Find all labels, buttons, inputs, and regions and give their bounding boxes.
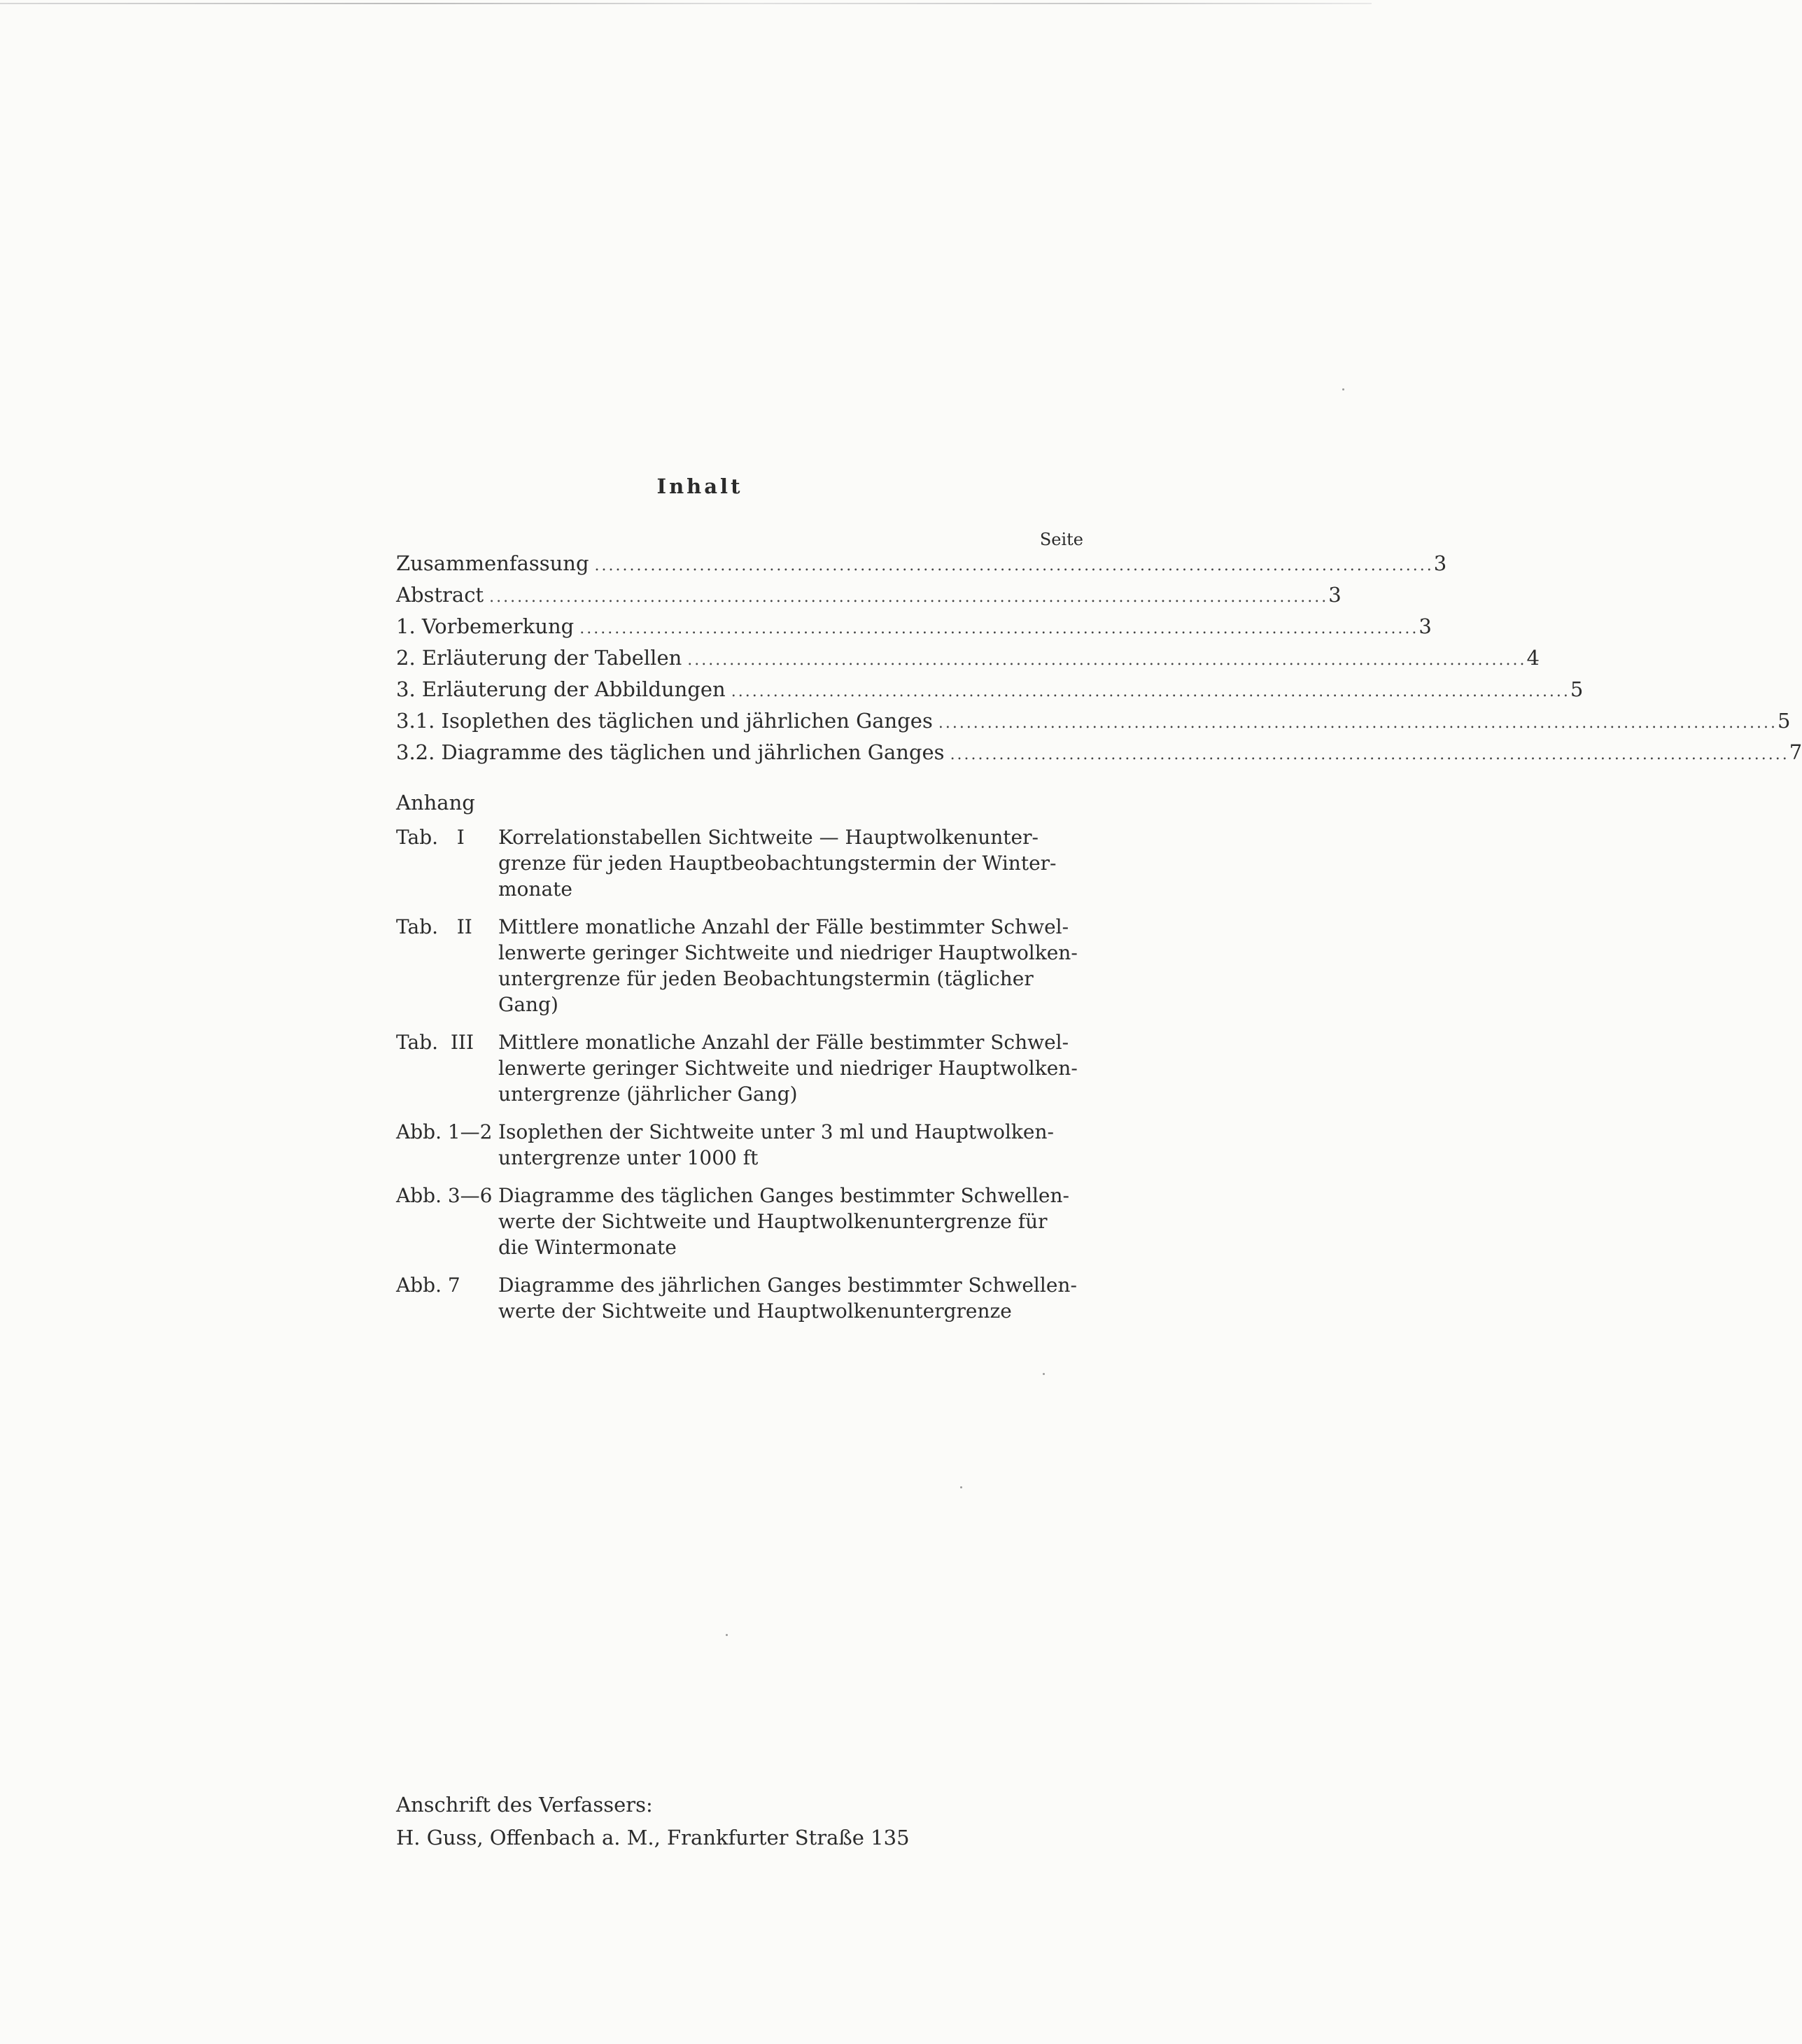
- scan-speck: [1043, 1373, 1045, 1375]
- toc-entry-page: 5: [1570, 677, 1584, 701]
- toc-entry-page: 5: [1778, 709, 1791, 733]
- appendix-entry-ref: Abb. 3—6: [396, 1184, 493, 1207]
- appendix-entry-description: [498, 1119, 1089, 1171]
- scan-speck: [1342, 388, 1344, 390]
- appendix-description-line: werte der Sichtweite und Hauptwolkenuntergrenze für: [498, 1210, 1048, 1233]
- appendix-description-line: untergrenze unter 1000 ft: [498, 1146, 759, 1169]
- toc-entry-label: 1. Vorbemerkung: [396, 614, 575, 638]
- appendix-description-line: Mittlere monatliche Anzahl der Fälle bestimmter Schwel-: [498, 915, 1069, 938]
- toc-leader-dots: ........................................................................................................................: [950, 746, 1789, 763]
- toc-entry: [396, 583, 1342, 614]
- appendix-description-line: Gang): [498, 993, 558, 1016]
- toc-entry-label: 2. Erläuterung der Tabellen: [396, 646, 682, 670]
- page-column-header: Seite: [1039, 530, 1083, 549]
- appendix-description-line: grenze für jeden Hauptbeobachtungstermin der Winter-: [498, 852, 1057, 875]
- toc-entry-label: Abstract: [396, 583, 484, 607]
- toc-entry: [396, 740, 1802, 772]
- toc-entry-page: 3: [1433, 551, 1447, 575]
- page-title: Inhalt: [656, 474, 743, 498]
- scan-speck: [960, 1486, 962, 1488]
- appendix-entry-description: [498, 914, 1089, 1017]
- appendix-description-line: untergrenze für jeden Beobachtungstermin (täglicher: [498, 967, 1034, 990]
- appendix-entry: [396, 1029, 1089, 1107]
- toc-leader-dots: ........................................................................................................................: [687, 651, 1527, 669]
- toc-leader-dots: ........................................................................................................................: [489, 588, 1329, 606]
- toc-entry: [396, 614, 1432, 646]
- appendix-entry-description: [498, 1029, 1089, 1107]
- toc-entry-page: 3: [1419, 614, 1432, 638]
- toc-entry: [396, 646, 1540, 677]
- appendix-heading: Anhang: [396, 791, 475, 815]
- appendix-description-line: Mittlere monatliche Anzahl der Fälle bestimmter Schwel-: [498, 1031, 1069, 1054]
- toc-entry-label: 3.2. Diagramme des täglichen und jährlichen Ganges: [396, 740, 945, 764]
- scan-speck: [726, 1634, 728, 1636]
- appendix-entry-ref: Tab. II: [396, 915, 472, 938]
- toc-leader-dots: ........................................................................................................................: [579, 620, 1419, 637]
- appendix-entry-description: [498, 824, 1089, 902]
- appendix-entry-ref: Abb. 1—2: [396, 1120, 493, 1143]
- appendix-description-line: die Wintermonate: [498, 1236, 677, 1259]
- appendix-description-line: Isoplethen der Sichtweite unter 3 ml und Hauptwolken-: [498, 1120, 1054, 1143]
- appendix-entry: [396, 824, 1089, 902]
- appendix-list: [396, 824, 1089, 1336]
- appendix-description-line: lenwerte geringer Sichtweite und niedriger Hauptwolken-: [498, 941, 1078, 964]
- appendix-description-line: Diagramme des täglichen Ganges bestimmter Schwellen-: [498, 1184, 1069, 1207]
- appendix-description-line: Korrelationstabellen Sichtweite — Hauptwolkenunter-: [498, 826, 1039, 849]
- toc-entry-label: Zusammenfassung: [396, 551, 589, 575]
- appendix-entry: [396, 914, 1089, 1017]
- appendix-entry-description: [498, 1183, 1089, 1260]
- appendix-entry-description: [498, 1272, 1089, 1324]
- appendix-entry: [396, 1119, 1089, 1171]
- appendix-description-line: Diagramme des jährlichen Ganges bestimmter Schwellen-: [498, 1274, 1077, 1297]
- toc-leader-dots: ........................................................................................................................: [938, 714, 1778, 732]
- toc-entry-page: 3: [1328, 583, 1342, 607]
- table-of-contents: [396, 528, 1802, 772]
- toc-entry-label: 3.1. Isoplethen des täglichen und jährlichen Ganges: [396, 709, 933, 733]
- toc-entry-page: 4: [1526, 646, 1540, 670]
- author-address: [396, 1789, 910, 1854]
- toc-leader-dots: ........................................................................................................................: [594, 557, 1434, 575]
- toc-entry-page: 7: [1789, 740, 1802, 764]
- appendix-description-line: werte der Sichtweite und Hauptwolkenuntergrenze: [498, 1299, 1012, 1323]
- appendix-entry: [396, 1272, 1089, 1324]
- toc-entry: [396, 709, 1791, 740]
- toc-entry: [396, 677, 1584, 709]
- scan-edge-rule: [0, 3, 1372, 4]
- toc-leader-dots: ........................................................................................................................: [731, 683, 1570, 700]
- address-line: H. Guss, Offenbach a. M., Frankfurter Straße 135: [396, 1826, 910, 1849]
- toc-entry: [396, 551, 1447, 583]
- appendix-description-line: lenwerte geringer Sichtweite und niedriger Hauptwolken-: [498, 1057, 1078, 1080]
- appendix-entry: [396, 1183, 1089, 1260]
- appendix-entry-ref: Abb. 7: [396, 1274, 460, 1297]
- appendix-entry-ref: Tab. I: [396, 826, 465, 849]
- appendix-description-line: monate: [498, 877, 572, 901]
- address-label: Anschrift des Verfassers:: [396, 1793, 653, 1817]
- appendix-description-line: untergrenze (jährlicher Gang): [498, 1083, 798, 1106]
- toc-entry-label: 3. Erläuterung der Abbildungen: [396, 677, 726, 701]
- appendix-entry-ref: Tab. III: [396, 1031, 474, 1054]
